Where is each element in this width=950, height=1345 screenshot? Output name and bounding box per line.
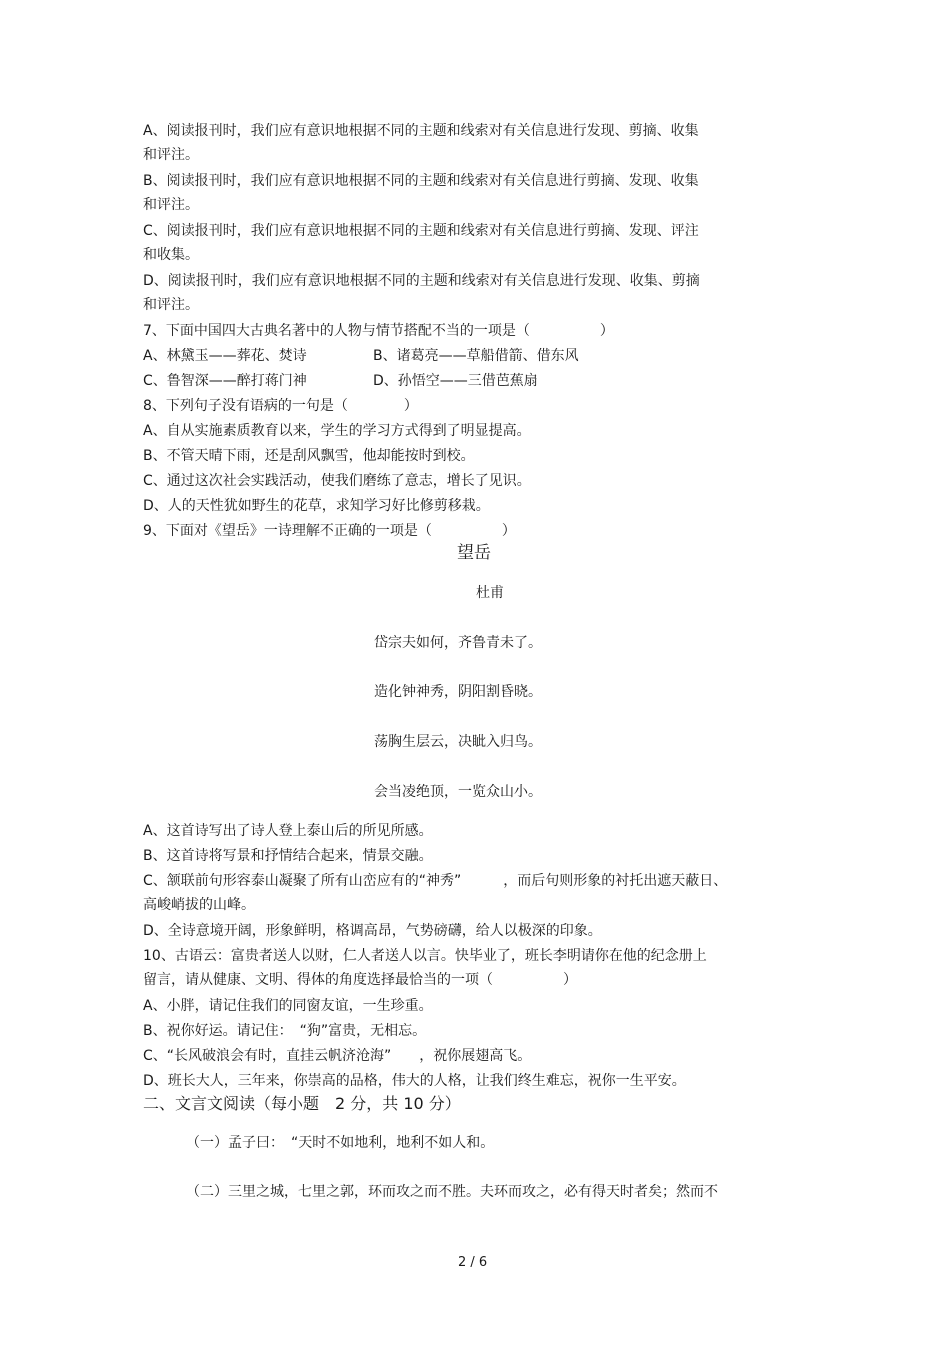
question-8-option-d: D、人的天性犹如野生的花草，求知学习好比修剪移栽。 [143, 498, 490, 514]
section-2-passage-1: （一）孟子曰： “天时不如地利，地利不如人和。 [186, 1135, 495, 1151]
poem-line-2: 造化钟神秀，阴阳割昏晓。 [374, 684, 542, 700]
question-9-option-b: B、这首诗将写景和抒情结合起来，情景交融。 [143, 848, 433, 864]
question-8-option-c: C、通过这次社会实践活动，使我们磨练了意志，增长了见识。 [143, 473, 531, 489]
question-9-option-d: D、全诗意境开阔，形象鲜明，格调高昂，气势磅礴，给人以极深的印象。 [143, 923, 602, 939]
poem-line-1: 岱宗夫如何，齐鲁青未了。 [374, 635, 542, 651]
question-7-option-b: B、诸葛亮——草船借箭、借东风 [373, 348, 579, 364]
poem-title: 望岳 [457, 543, 491, 563]
question-10-option-d: D、班长大人，三年来，你崇高的品格，伟大的人格，让我们终生难忘，祝你一生平安。 [143, 1073, 686, 1089]
section-2-passage-2: （二）三里之城，七里之郭，环而攻之而不胜。夫环而攻之，必有得天时者矣；然而不 [186, 1184, 718, 1200]
question-7-option-c: C、鲁智深——醉打蒋门神 [143, 373, 307, 389]
question-10-stem-line2: 留言，请从健康、文明、得体的角度选择最恰当的一项（ ） [143, 972, 577, 988]
question-9-option-c-line1: C、颔联前句形容泰山凝聚了所有山峦应有的“神秀” ，而后句则形象的衬托出遮天蔽日、 [143, 873, 728, 889]
option-c-line2: 和收集。 [143, 247, 199, 263]
option-a-line2: 和评注。 [143, 147, 199, 163]
question-10-option-b: B、祝你好运。请记住： “狗”富贵，无相忘。 [143, 1023, 427, 1039]
option-b-line2: 和评注。 [143, 197, 199, 213]
question-8-option-a: A、自从实施素质教育以来，学生的学习方式得到了明显提高。 [143, 423, 531, 439]
question-9-stem: 9、下面对《望岳》一诗理解不正确的一项是（ ） [143, 523, 516, 539]
question-9-option-a: A、这首诗写出了诗人登上泰山后的所见所感。 [143, 823, 433, 839]
section-2-heading: 二、文言文阅读（每小题 2 分，共 10 分） [143, 1094, 461, 1113]
question-10-option-a: A、小胖，请记住我们的同窗友谊，一生珍重。 [143, 998, 433, 1014]
question-10-option-c: C、“长风破浪会有时，直挂云帆济沧海” ，祝你展翅高飞。 [143, 1048, 532, 1064]
page-number: 2 / 6 [458, 1255, 488, 1270]
question-8-option-b: B、不管天晴下雨，还是刮风飘雪，他却能按时到校。 [143, 448, 475, 464]
option-d-line1: D、阅读报刊时，我们应有意识地根据不同的主题和线索对有关信息进行发现、收集、剪摘 [143, 273, 700, 289]
option-c-line1: C、阅读报刊时，我们应有意识地根据不同的主题和线索对有关信息进行剪摘、发现、评注 [143, 223, 699, 239]
option-d-line2: 和评注。 [143, 297, 199, 313]
poem-author: 杜甫 [476, 585, 504, 601]
option-a-line1: A、阅读报刊时，我们应有意识地根据不同的主题和线索对有关信息进行发现、剪摘、收集 [143, 123, 699, 139]
question-10-stem-line1: 10、古语云：富贵者送人以财，仁人者送人以言。快毕业了，班长李明请你在他的纪念册上 [143, 948, 707, 964]
question-7-option-a: A、林黛玉——葬花、焚诗 [143, 348, 307, 364]
option-b-line1: B、阅读报刊时，我们应有意识地根据不同的主题和线索对有关信息进行剪摘、发现、收集 [143, 173, 699, 189]
question-7-option-d: D、孙悟空——三借芭蕉扇 [373, 373, 538, 389]
question-7-stem: 7、下面中国四大古典名著中的人物与情节搭配不当的一项是（ ） [143, 323, 614, 339]
question-9-option-c-line2: 高峻峭拔的山峰。 [143, 897, 255, 913]
poem-line-3: 荡胸生层云，决眦入归鸟。 [374, 734, 542, 750]
question-8-stem: 8、下列句子没有语病的一句是（ ） [143, 398, 418, 414]
poem-line-4: 会当凌绝顶，一览众山小。 [374, 784, 542, 800]
